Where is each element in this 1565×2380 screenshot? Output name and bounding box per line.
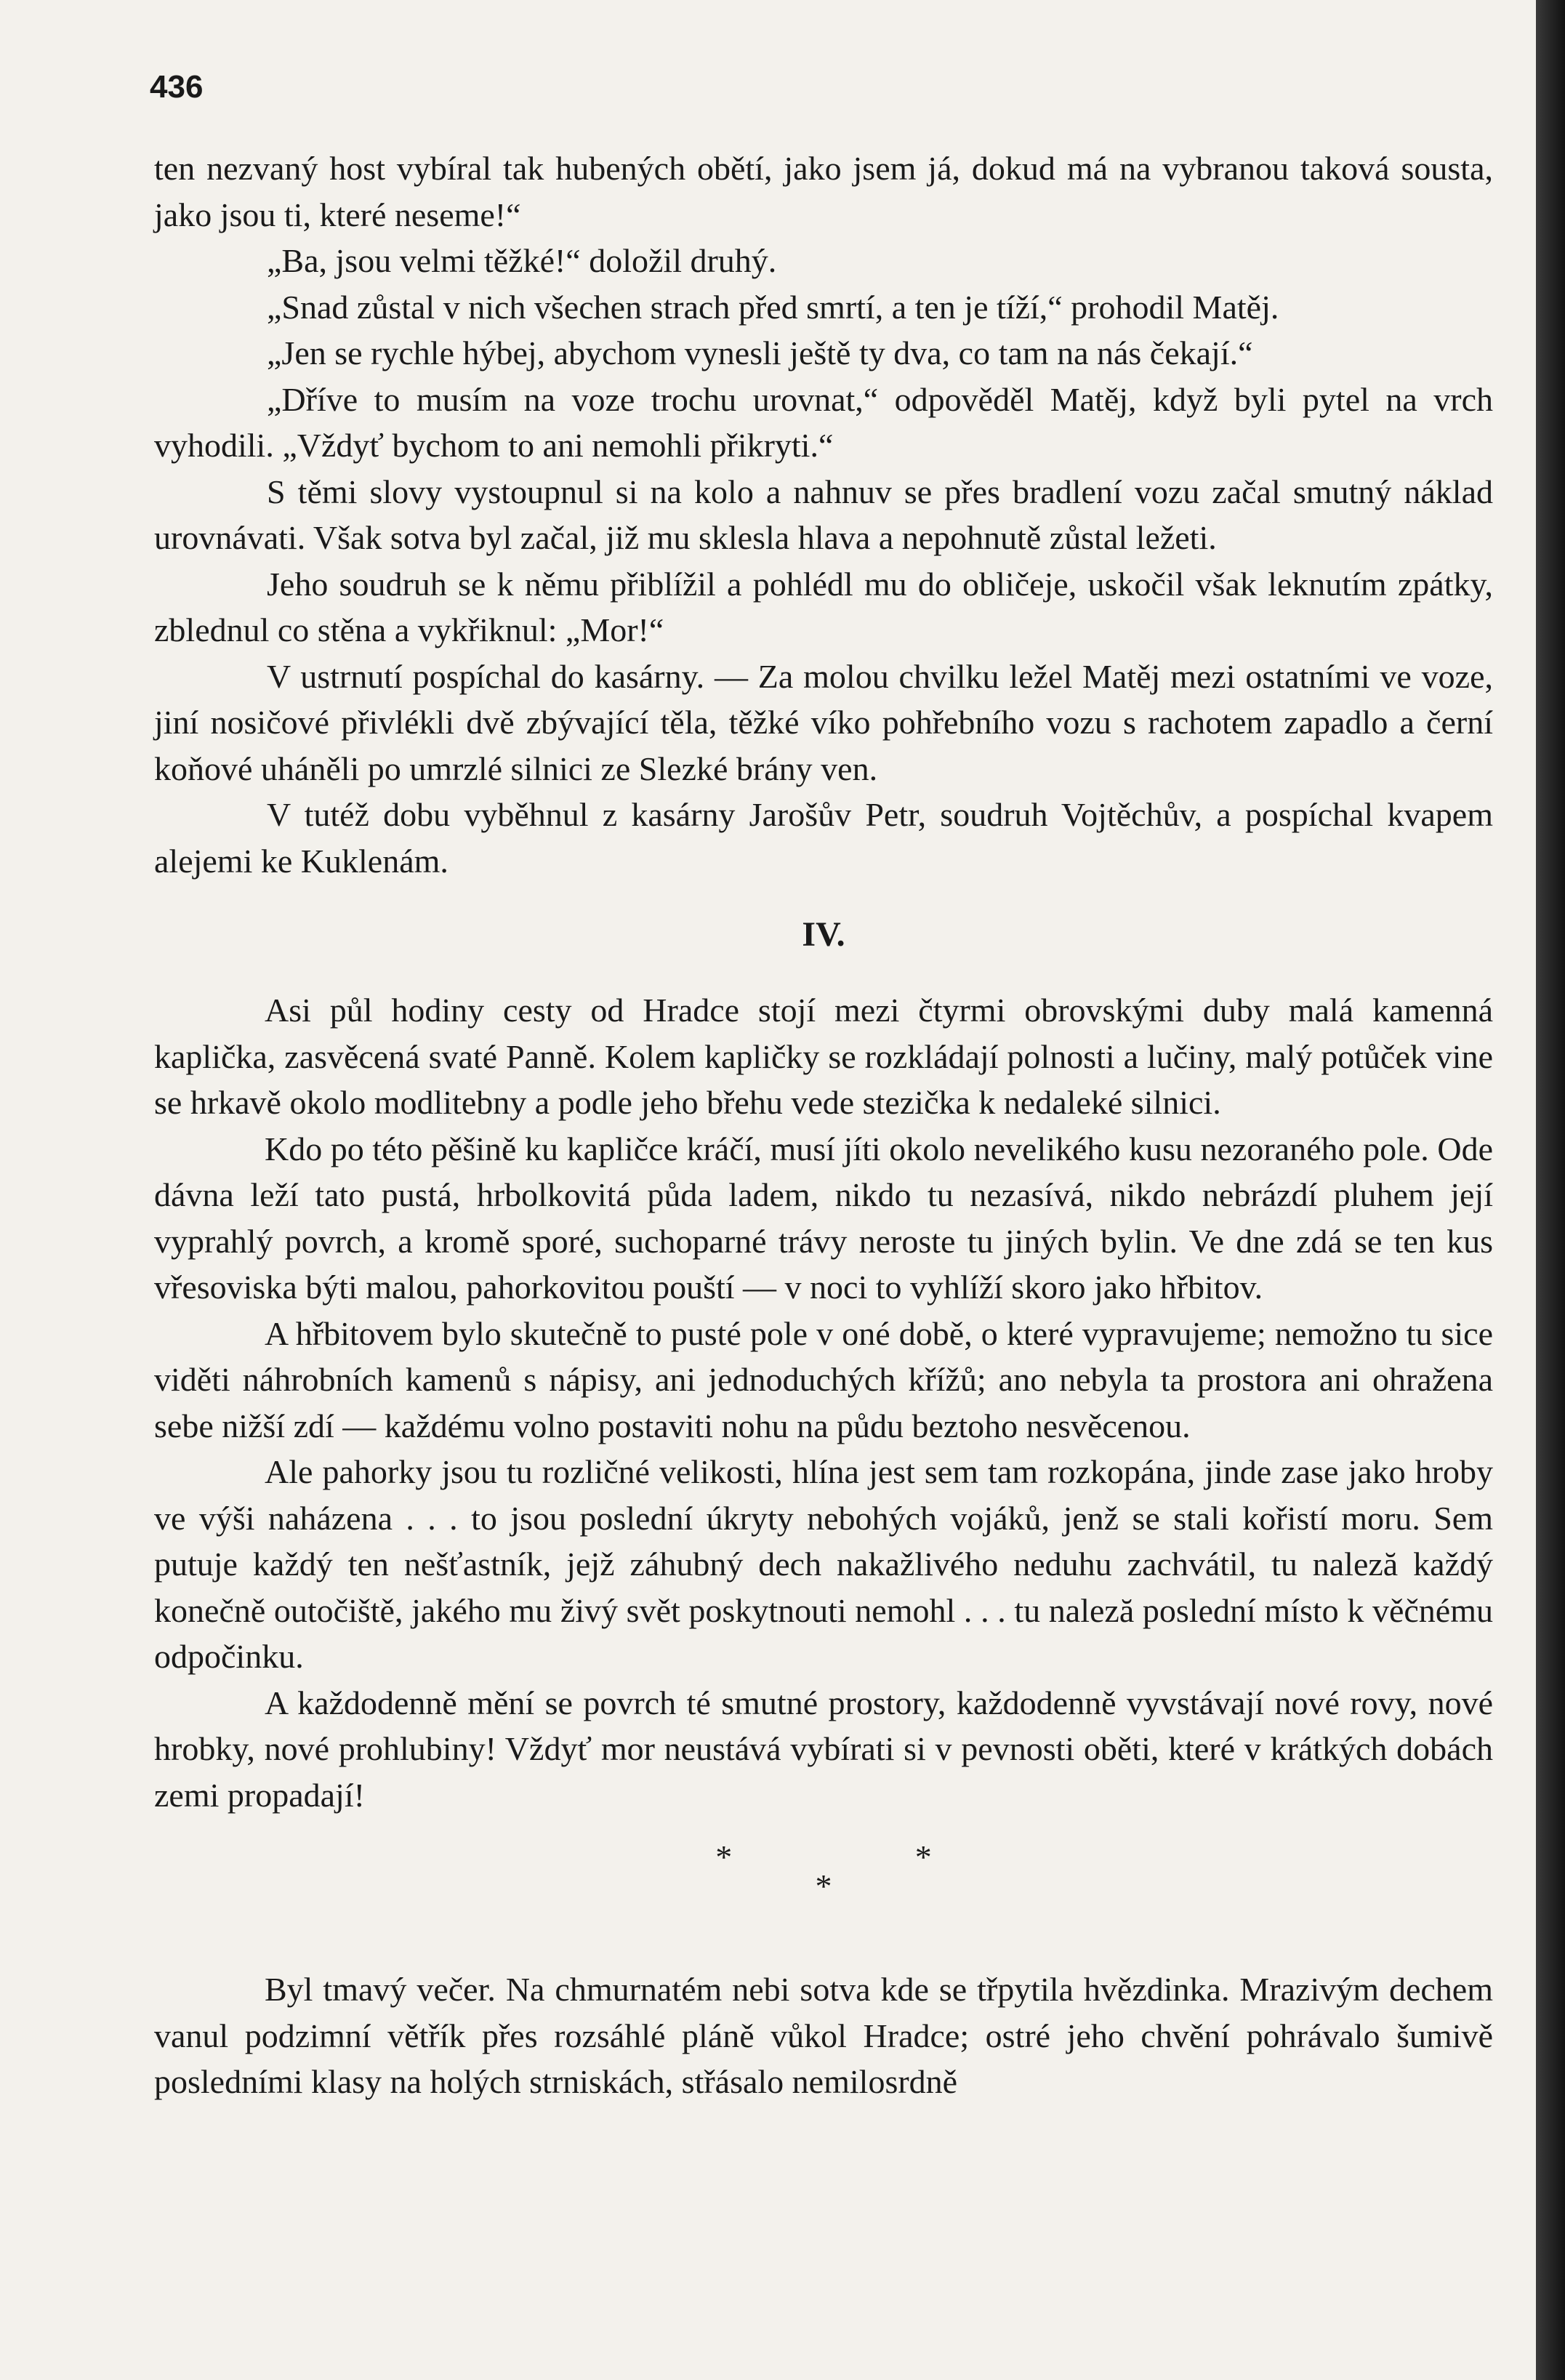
page-number: 436 bbox=[150, 69, 204, 105]
paragraph: S těmi slovy vystoupnul si na kolo a nahnuv se přes bradlení vozu začal smutný náklad urovnávati. Však sotva byl začal, již mu sklesla hlava a nepohnutě zůstal ležeti. bbox=[154, 473, 1493, 556]
chapter-heading: IV. bbox=[802, 915, 845, 954]
paragraph: A hřbitovem bylo skutečně to pusté pole v oné době, o které vypravujeme; nemožno tu sice viděti náhrobních kamenů s nápisy, ani jednoduchých křížů; ano nebyla ta prostora ani ohražena sebe nižší zdí — každému volno postaviti nohu na půdu beztoho nesvěcenou. bbox=[154, 1314, 1493, 1444]
paragraph: V ustrnutí pospíchal do kasárny. — Za molou chvilku ležel Matěj mezi ostatními ve voze, jiní nosičové přivlékli dvě zbývající těla, těžké víko pohřebního vozu s rachotem zapadlo a černí koňové uháněli po umrzlé silnici ze Slezké brány ven. bbox=[154, 657, 1493, 787]
scan-edge bbox=[1536, 0, 1565, 2380]
paragraph: ten nezvaný host vybíral tak hubených obětí, jako jsem já, dokud má na vybranou taková sousta, jako jsou ti, které neseme!“ bbox=[154, 150, 1493, 233]
paragraph: „Ba, jsou velmi těžké!“ doložil druhý. bbox=[267, 242, 777, 279]
paragraph-group-chapter bbox=[154, 987, 1493, 1818]
paragraph: V tutéž dobu vyběhnul z kasárny Jarošův Petr, soudruh Vojtěchův, a pospíchal kvapem alejemi ke Kuklenám. bbox=[154, 796, 1493, 880]
paragraph-group-end bbox=[154, 1966, 1493, 2105]
paragraph: Ale pahorky jsou tu rozličné velikosti, hlína jest sem tam rozkopána, jinde zase jako hroby ve výši naházena . . . to jsou poslední úkryty nebohých vojáků, jenž se stali kořistí moru. Sem putuje každý ten nešťastník, jejž záhubný dech nakažlivého neduhu zachvátil, tu naleză každý konečně outočiště, jakého mu živý svět poskytnouti nemohl . . . tu naleză poslední místo k věčnému odpočinku. bbox=[154, 1453, 1493, 1675]
paragraph: „Dříve to musím na voze trochu urovnat,“ odpověděl Matěj, když byli pytel na vrch vyhodili. „Vždyť bychom to ani nemohli přikryti.“ bbox=[154, 380, 1493, 464]
asterisk-row-top: * * bbox=[715, 1838, 1019, 1876]
paragraph: Jeho soudruh se k němu přiblížil a pohlédl mu do obličeje, uskočil však leknutím zpátky, zblednul co stěna a vykřiknul: „Mor!“ bbox=[154, 565, 1493, 648]
body-text bbox=[154, 145, 1493, 2105]
paragraph: Asi půl hodiny cesty od Hradce stojí mezi čtyrmi obrovskými duby malá kamenná kaplička, zasvěcená svaté Panně. Kolem kapličky se rozkládají polnosti a lučiny, malý potůček vine se hrkavě okolo modlitebny a podle jeho břehu vede stezička k nedaleké silnici. bbox=[154, 992, 1493, 1121]
paragraph: A každodenně mění se povrch té smutné prostory, každodenně vyvstávají nové rovy, nové hrobky, nové prohlubiny! Vždyť mor neustává vybírati si v pevnosti oběti, které v krátkých dobách zemi propadají! bbox=[154, 1684, 1493, 1814]
paragraph: Kdo po této pěšině ku kapličce kráčí, musí jíti okolo nevelikého kusu nezoraného pole. Ode dávna leží tato pustá, hrbolkovitá půda ladem, nikdo tu nezasívá, nikdo nebrázdí pluhem její vyprahlý povrch, a kromě sporé, suchoparné trávy neroste tu jiných bylin. Ve dne zdá se ten kus vřesoviska býti malou, pahorkovitou pouští — v noci to vyhlíží skoro jako hřbitov. bbox=[154, 1130, 1493, 1306]
paragraph: „Snad zůstal v nich všechen strach před smrtí, a ten je tíží,“ prohodil Matěj. bbox=[267, 288, 1279, 326]
paragraph-group-top bbox=[154, 145, 1493, 884]
section-break-asterisks bbox=[154, 1838, 1493, 1915]
asterisk-row-bottom: * bbox=[815, 1868, 832, 1905]
paragraph: „Jen se rychle hýbej, abychom vynesli ještě ty dva, co tam na nás čekají.“ bbox=[267, 334, 1253, 371]
paragraph: Byl tmavý večer. Na chmurnatém nebi sotva kde se třpytila hvězdinka. Mrazivým dechem vanul podzimní větřík přes rozsáhlé pláně vůkol Hradce; ostré jeho chvění pohrávalo šumivě posledními klasy na holých strniskách, střásalo nemilosrdně bbox=[154, 1971, 1493, 2100]
